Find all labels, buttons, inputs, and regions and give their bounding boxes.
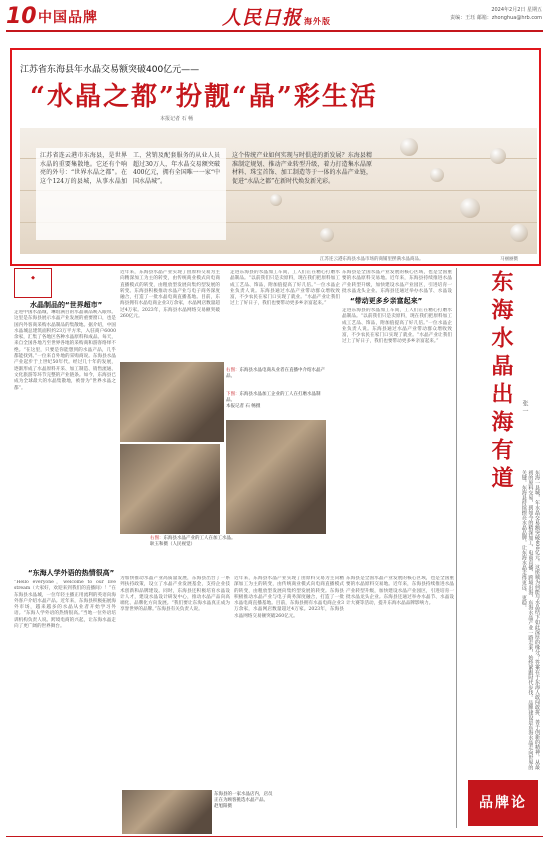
- masthead-rule: [6, 30, 543, 32]
- bottom-rule: [6, 836, 543, 837]
- body-column-5-top: 东海县是全国水晶产业发展的核心区域，也是全国重要的水晶原料交易地。近年来，东海县持续推进水晶产业转型升级，加快建设水晶产业园区，引进培育一批水晶龙头企业。东海县还通过举办水晶节、水晶设: [342, 270, 452, 294]
- body-column-5: 走进东海县的水晶加工车间，工人们正在精心打磨水晶制品。“以前我们只是卖原料，现在我们把原料加工成工艺品、饰品，附加值提高了好几倍。”一位水晶企业负责人说。东海县通过水晶产业带动群众增收致富，不少农民在家门口实现了就业。“水晶产业让我们过上了好日子，我们也要带动更多乡亲富起来。”: [342, 308, 452, 345]
- crystal-ball-image: [460, 198, 480, 218]
- body-column-3: 近年来，东海县水晶产业实现了由原料交易为主向精深加工为主的转变，由传统商业模式向电商直播模式的转变，由粗放型发展向集约型发展的转变。东海县积极推动水晶产业与电子商务深度融合，打造了一批水晶电商直播基地。目前，东海县拥有水晶电商企业3万余家，水晶网店数量超过4万家。2023年，东海县水晶网络交易额突破260亿元。: [120, 270, 220, 320]
- subhead-world-supermarket: 水晶制品的“世界超市”: [30, 301, 103, 309]
- photo-workshop: [120, 444, 220, 534]
- photo-credit: 马丽丽摄: [500, 257, 518, 262]
- caption-label: 右图：: [226, 368, 240, 373]
- subhead-learning-languages: “东海人学外语的热情很高”: [28, 569, 115, 577]
- crystal-ball-image: [490, 148, 506, 164]
- editor-line: 责编：王珏 邮箱：zhonghua@hrb.com: [450, 15, 542, 21]
- caption-workers: [150, 536, 290, 548]
- caption-label: 下图：: [226, 392, 240, 397]
- body-column-6: 为加快推动水晶产业高质量发展，东海县出台了一系列扶持政策，设立了水晶产业发展基金，支持企业技术创新和品牌建设。同时，东海县还积极培育水晶设计人才，建设水晶设计研发中心，推动水晶产品向高端化、品牌化方向发展。“我们要让东海水晶真正成为享誉世界的品牌。”东海县有关负责人说。: [120, 576, 230, 613]
- body-column-1: 走进中国水晶城，琳琅满目的水晶制品映入眼帘。这里是东海县展示水晶产业发展的重要窗口，也是国内外客商采购水晶制品的集散地。据介绍，中国水晶城总建筑面积约23万平方米，入驻商户6000余家，汇集了各地区各种水晶原料和成品。每天，来自全国各地乃至世界各地的采购商和游客络绎不绝。“在这里，只要是你能想到的水晶产品，几乎都能找到。”一位来自外地的采购商说。东海县水晶产业起步于上世纪50年代。经过几十年的发展，逐渐形成了水晶原料开采、加工制造、销售流通、文化旅游等环节完整的产业链条。如今，东海县已成为全球最大的水晶集散地，被誉为“世界水晶之都”。: [14, 310, 116, 391]
- caption-label: 右图：: [150, 536, 164, 541]
- commentary-title: 东海水晶出海有道: [488, 270, 514, 494]
- body-column-2: “Hello everyone，welcome to our live stream（大家好，欢迎来到我们的直播间）！”在东海县水晶城，一位年轻主播正用流利的英语向海外客户介绍水晶产品。近年来，东海县积极拓展海外市场，越来越多的水晶从业者开始学习外语。“东海人学外语的热情很高。”当地一位外语培训机构负责人说。跨境电商的兴起，让东海水晶走向了更广阔的世界舞台。: [14, 580, 116, 630]
- photo-crystal-carving: [226, 420, 326, 534]
- photo-caption: 江苏连云港东海县水晶市场的商铺里摆满水晶商品。: [320, 257, 424, 262]
- caption-text: 东海县的一家水晶店内，店员正在为顾客挑选水晶产品。: [214, 792, 273, 803]
- commentary-text: 东海一县城，年水晶交易额突破400亿元。这座城为何能与水晶结下如此深厚的缘分？答案在于东海人敢闯敢拼、善于创新的精神。从最初的原料交易，到如今的精深加工、电商直播、跨境出海，东海水晶产业一路走来，始终紧跟时代步伐。品牌建设是东海水晶走向世界的关键。东海县持续擦亮水晶品牌，让东海水晶走得更远、更稳。: [520, 470, 540, 770]
- section-name: 中国品牌: [38, 10, 98, 26]
- crystal-ball-image: [400, 138, 418, 156]
- masthead: [0, 0, 549, 44]
- brand-commentary-tag: 品牌论: [468, 780, 538, 826]
- crystal-ball-image: [270, 194, 282, 206]
- caption-text: 东海县水晶加工企业的工人在打磨水晶制品。: [226, 392, 321, 403]
- photo-livestream: [120, 362, 224, 442]
- logo-text: 人民日报: [222, 7, 303, 29]
- lead-text: 江苏省连云港市东海县，是世界水晶的重要集散地。它还有个响亮的外号：“世界水晶之都”。在这个124万的县城，从事水晶加工、营销及配套服务的从业人员超过30万人，年水晶交易额突破400亿元，拥有全国唯一一家“中国水晶城”。: [40, 152, 220, 185]
- caption-livestream: [226, 368, 326, 380]
- feature-byline: 本报记者 石 畅: [160, 116, 194, 122]
- caption-text: 东海县水晶电商从业者在直播中介绍水晶产品。: [226, 368, 325, 379]
- newspaper-logo: [222, 3, 331, 30]
- body-column-8: 东海县是全国水晶产业发展的核心区域，也是全国重要的水晶原料交易地。近年来，东海县持续推进水晶产业转型升级，加快建设水晶产业园区，引进培育一批水晶龙头企业。东海县还通过举办水晶节、水晶设计大赛等活动，提升东海水晶品牌影响力。: [346, 576, 454, 607]
- caption-credit: 耿玉和摄（人民视觉）: [150, 542, 195, 547]
- lead-text-2: 这个传统产业如何实现与时俱进的新发展？东海县精准制定规划、推动产业转型升级，着力打造集水晶原材料、珠宝首饰、加工制造等于一体的水晶产业链，促进“水晶之都”在新时代焕发新光彩。: [232, 152, 372, 185]
- feature-headline: “水晶之都”扮靓“晶”彩生活: [30, 82, 378, 112]
- crystal-ball-image: [430, 168, 444, 182]
- caption-credit: 赵旭阳摄: [214, 804, 232, 809]
- photo-store: [122, 790, 212, 834]
- feature-kicker: 江苏省东海县年水晶交易额突破400亿元——: [20, 65, 200, 75]
- caption-credit: 本报记者 石 畅摄: [226, 404, 261, 409]
- caption-text: 东海县水晶产业的工人在加工水晶。: [163, 536, 236, 541]
- commentary-author: 张 一: [521, 400, 528, 414]
- logo-suffix: 海外版: [304, 16, 332, 26]
- crystal-ball-image: [510, 224, 528, 242]
- subhead-prosperity: “带动更多乡亲富起来”: [350, 297, 423, 305]
- date-line: 2024年2月2日 星期五: [491, 7, 542, 13]
- page-number: 10: [6, 4, 37, 29]
- crystal-city-logo: ◆: [14, 268, 52, 298]
- body-column-4: 走进东海县的水晶加工车间，工人们正在精心打磨水晶制品。“以前我们只是卖原料，现在我们把原料加工成工艺品、饰品，附加值提高了好几倍。”一位水晶企业负责人说。东海县通过水晶产业带动群众增收致富，不少农民在家门口实现了就业。“水晶产业让我们过上了好日子，我们也要带动更多乡亲富起来。”: [230, 270, 340, 307]
- date-box: [430, 6, 542, 22]
- column-divider: [456, 268, 457, 828]
- body-column-7: 近年来，东海县水晶产业实现了由原料交易为主向精深加工为主的转变，由传统商业模式向电商直播模式的转变，由粗放型发展向集约型发展的转变。东海县积极推动水晶产业与电子商务深度融合，打造了一批水晶电商直播基地。目前，东海县拥有水晶电商企业3万余家，水晶网店数量超过4万家。2023年，东海县水晶网络交易额突破260亿元。: [234, 576, 344, 619]
- caption-processing: [226, 392, 326, 410]
- crystal-ball-image: [320, 228, 334, 242]
